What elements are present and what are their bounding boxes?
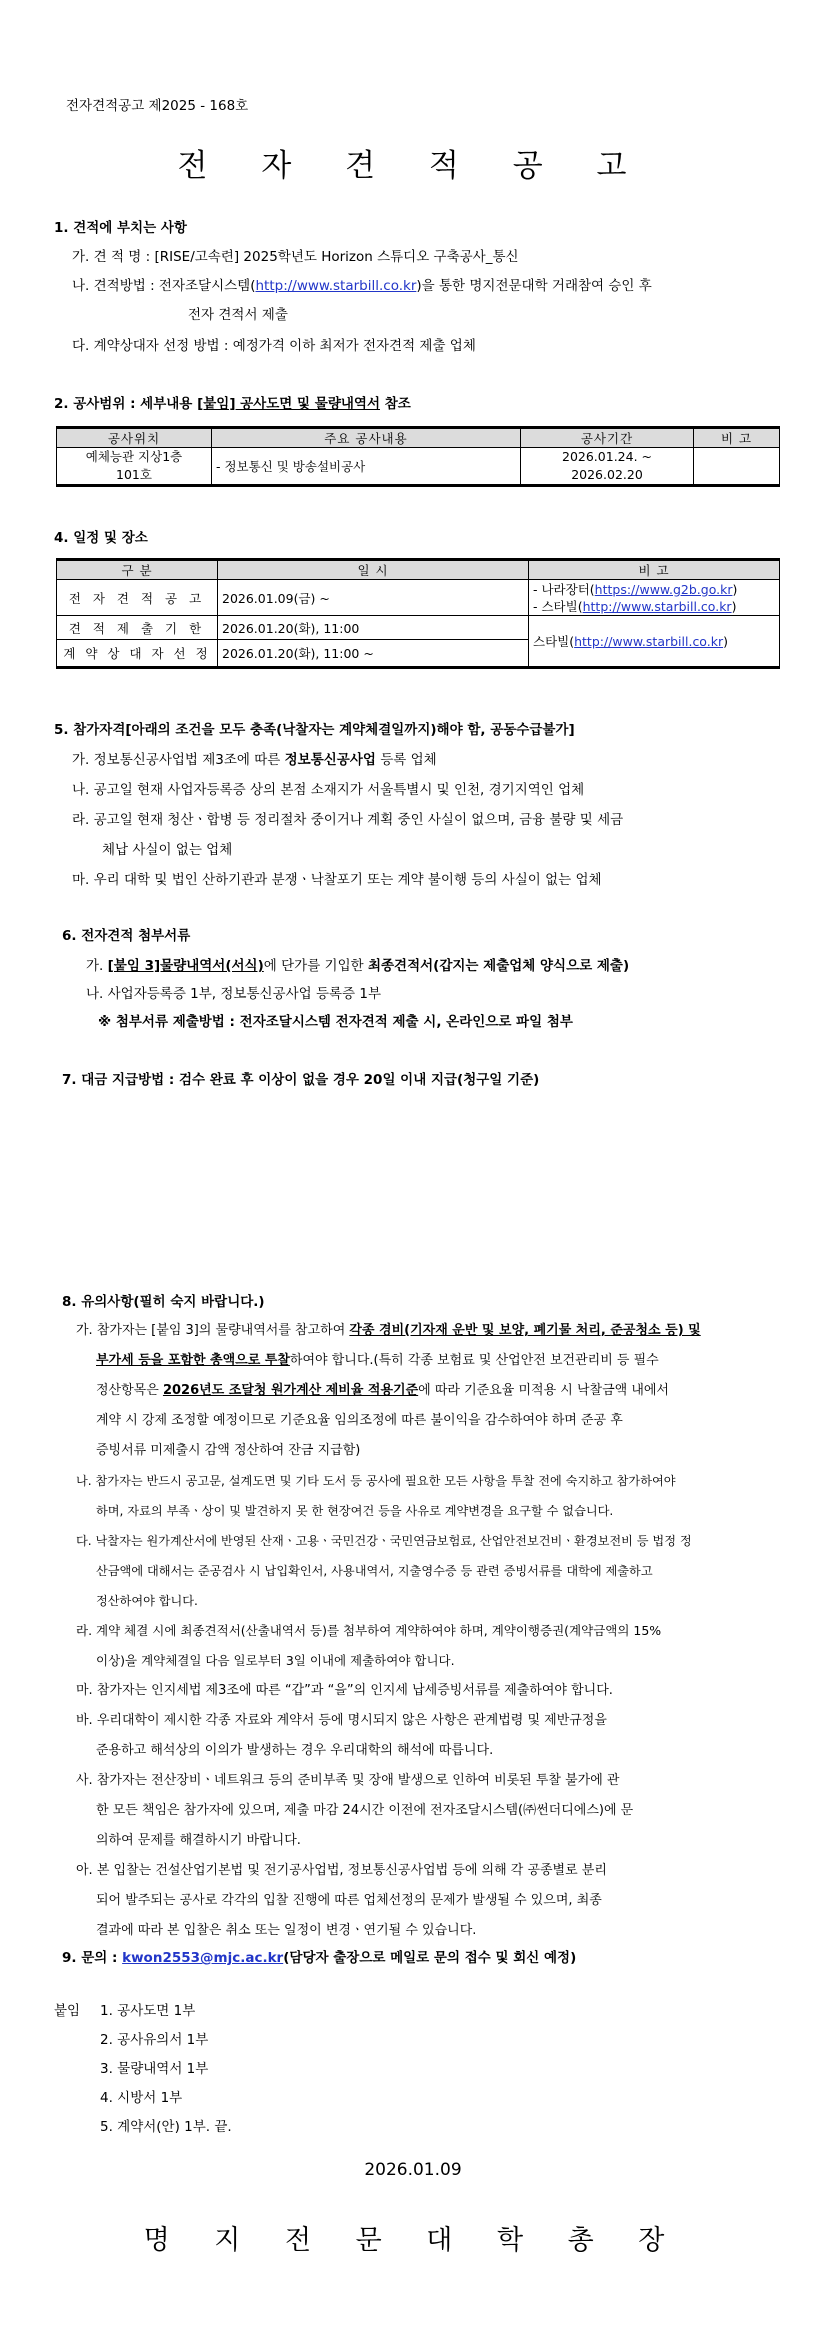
cell-note [694,448,780,486]
s1-item-na-cont: 전자 견적서 제출 [188,307,288,323]
attachment-item: 4. 시방서 1부 [100,2090,183,2106]
section-2-heading: 2. 공사범위 : 세부내용 [붙임] 공사도면 및 물량내역서 참조 [54,396,411,412]
section-9-heading: 9. 문의 : kwon2553@mjc.ac.kr(담당자 출장으로 메일로 문의 접수 및 회신 예정) [62,1950,577,1966]
row-announce-label: 전 자 견 적 공 고 [57,580,218,616]
s8-item-da: 다. 낙찰자는 원가계산서에 반영된 산재ㆍ고용ㆍ국민건강ㆍ국민연금보험료, 산업안전보건비ㆍ환경보전비 등 법정 정 산금액에 대해서는 준공검사 시 납입확인서, 사용내역서, 지출영수증 등 관련 증빙서류를 대학에 제출하고 정산하여야 합니다. [76,1534,692,1608]
attachments-label: 붙임 [54,2003,81,2019]
section-8-heading: 8. 유의사항(필히 숙지 바랍니다.) [62,1294,265,1310]
s8-item-sa: 사. 참가자는 전산장비ㆍ네트워크 등의 준비부족 및 장애 발생으로 인하여 비롯된 투찰 불가에 관 한 모든 책임은 참가자에 있으며, 제출 마감 24시간 이전에 전자조달시스템(㈜썬더디에스)에 문 의하여 문제를 해결하시기 바랍니다. [76,1773,634,1848]
s6-item-na: 나. 사업자등록증 1부, 정보통신공사업 등록증 1부 [86,986,381,1002]
s5-item-ra: 라. 공고일 현재 청산ㆍ합병 등 정리절차 중이거나 계획 중인 사실이 없으며, 금융 불량 및 세금 [72,812,624,828]
s1-item-da: 다. 계약상대자 선정 방법 : 예정가격 이하 최저가 전자견적 제출 업체 [72,338,476,354]
s5-item-ra-cont: 체납 사실이 없는 업체 [102,842,233,858]
contact-email-link[interactable]: kwon2553@mjc.ac.kr [122,1950,284,1966]
starbill-link[interactable]: http://www.starbill.co.kr [255,278,417,294]
row-announce-date: 2026.01.09(금) ~ [218,580,529,616]
section-1-heading: 1. 견적에 부치는 사항 [54,220,187,236]
s8-item-ba: 바. 우리대학이 제시한 각종 자료와 계약서 등에 명시되지 않은 사항은 관계법령 및 제반규정을 준용하고 해석상의 이의가 발생하는 경우 우리대학의 해석에 따릅니다. [76,1713,607,1758]
starbill-link-2[interactable]: http://www.starbill.co.kr [582,598,732,614]
attachment-item: 1. 공사도면 1부 [100,2003,196,2019]
row-deadline-date: 2026.01.20(화), 11:00 [218,616,529,640]
col-content: 주요 공사내용 [212,428,521,448]
page-title: 전 자 견 적 공 고 [177,148,649,184]
s1-item-ga: 가. 견 적 명 : [RISE/고속련] 2025학년도 Horizon 스튜디오 구축공사_통신 [72,249,519,265]
row-deadline-label: 견 적 제 출 기 한 [57,616,218,640]
s1-item-na: 나. 견적방법 : 전자조달시스템(http://www.starbill.co.kr)을 통한 명지전문대학 거래참여 승인 후 [72,278,652,294]
s8-item-ma: 마. 참가자는 인지세법 제3조에 따른 “갑”과 “을”의 인지세 납세증빙서류를 제출하여야 합니다. [76,1683,613,1698]
s8-item-a: 아. 본 입찰는 건설산업기본법 및 전기공사업법, 정보통신공사업법 등에 의해 각 공종별로 분리 되어 발주되는 공사로 각각의 입찰 진행에 따른 업체선정의 문제가 발생될 수 있으며, 최종 결과에 따라 본 입찰은 취소 또는 일정이 변경ㆍ연기될 수 있습니다. [76,1863,607,1938]
section-6-heading: 6. 전자견적 첨부서류 [62,928,191,944]
s6-note: ※ 첨부서류 제출방법 : 전자조달시스템 전자견적 제출 시, 온라인으로 파일 첨부 [98,1014,573,1030]
section-4-heading: 4. 일정 및 장소 [54,530,148,546]
s5-item-ga: 가. 정보통신공사업법 제3조에 따른 정보통신공사업 등록 업체 [72,752,437,768]
schedule-table [56,558,780,669]
attachment-item: 5. 계약서(안) 1부. 끝. [100,2119,232,2135]
issue-date: 2026.01.09 [364,2160,462,2180]
document-number: 전자견적공고 제2025 - 168호 [66,98,249,114]
s8-item-na: 나. 참가자는 반드시 공고문, 설계도면 및 기타 도서 등 공사에 필요한 모든 사항을 투찰 전에 숙지하고 참가하여야 하며, 자료의 부족ㆍ상이 및 발견하지 못 한 현장여건 등을 사유로 계약변경을 요구할 수 없습니다. [76,1474,676,1518]
col-datetime: 일 시 [218,560,529,580]
s8-item-ga: 가. 참가자는 [붙임 3]의 물량내역서를 참고하여 각종 경비(기자재 운반 및 보양, 폐기물 처리, 준공청소 등) 및 부가세 등을 포함한 총액으로 투찰하여야 합니다.(특히 각종 보험료 및 산업안전 보건관리비 등 필수 정산항목은 2026년도 조달청 원가계산 제비율 적용기준에 따라 기준요율 미적용 시 낙찰금액 내에서 계약 시 강제 조정할 예정이므로 기준요율 임의조정에 따른 불이익을 감수하여야 하며 준공 후 증빙서류 미제출시 감액 정산하여 잔금 지급함) [76,1323,701,1458]
s8-item-ra: 라. 계약 체결 시에 최종견적서(산출내역서 등)를 첨부하여 계약하여야 하며, 계약이행증권(계약금액의 15% 이상)을 계약체결일 다음 일로부터 3일 이내에 제출하여야 합니다. [76,1623,662,1668]
row-contractor-label: 계 약 상 대 자 선 정 [57,640,218,668]
starbill-link-3[interactable]: http://www.starbill.co.kr [574,634,724,649]
issuer-signature: 명 지 전 문 대 학 총 장 [143,2225,683,2256]
cell-location: 예체능관 지상1층 101호 [57,448,212,486]
row-announce-note: - 나라장터(https://www.g2b.go.kr) - 스타빌(http://www.starbill.co.kr) [529,580,780,616]
col-period: 공사기간 [521,428,694,448]
scope-table [56,426,780,487]
s5-item-ma: 마. 우리 대학 및 법인 산하기관과 분쟁ㆍ낙찰포기 또는 계약 불이행 등의 사실이 없는 업체 [72,872,602,888]
row-contractor-note: 스타빌(http://www.starbill.co.kr) [529,616,780,668]
section-5-heading: 5. 참가자격[아래의 조건을 모두 충족(낙찰자는 계약체결일까지)해야 함, 공동수급불가] [54,722,575,738]
g2b-link[interactable]: https://www.g2b.go.kr [594,581,733,597]
cell-content: - 정보통신 및 방송설비공사 [212,448,521,486]
col-remarks: 비 고 [529,560,780,580]
s5-item-na: 나. 공고일 현재 사업자등록증 상의 본점 소재지가 서울특별시 및 인천, 경기지역인 업체 [72,782,585,798]
attachment-item: 3. 물량내역서 1부 [100,2061,209,2077]
row-contractor-date: 2026.01.20(화), 11:00 ~ [218,640,529,668]
col-category: 구 분 [57,560,218,580]
cell-period: 2026.01.24. ~ 2026.02.20 [521,448,694,486]
section-7-heading: 7. 대금 지급방법 : 검수 완료 후 이상이 없을 경우 20일 이내 지급(청구일 기준) [62,1072,540,1088]
col-location: 공사위치 [57,428,212,448]
col-note: 비 고 [694,428,780,448]
attachment-item: 2. 공사유의서 1부 [100,2032,209,2048]
s6-item-ga: 가. [붙임 3]물량내역서(서식)에 단가를 기입한 최종견적서(갑지는 제출업체 양식으로 제출) [86,958,630,974]
